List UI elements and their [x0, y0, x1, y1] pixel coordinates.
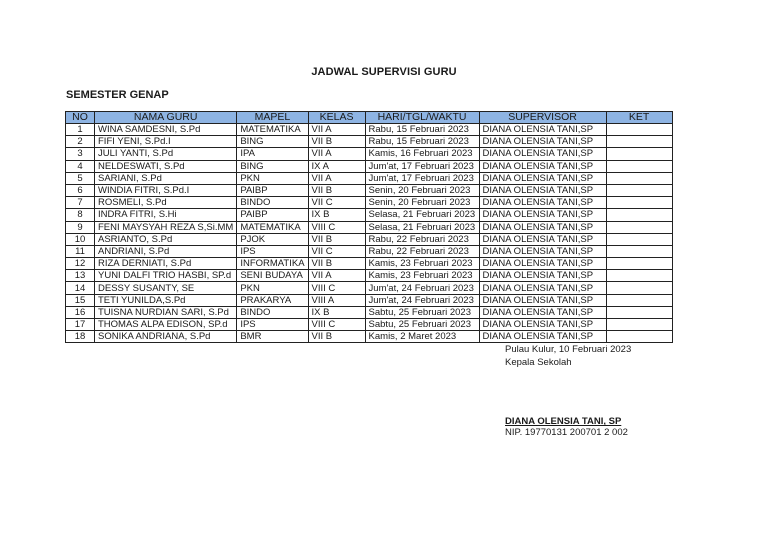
- cell-hari-tgl-waktu: Rabu, 22 Februari 2023: [365, 233, 479, 245]
- cell-supervisor: DIANA OLENSIA TANI,SP: [479, 160, 606, 172]
- table-row: [66, 331, 673, 343]
- cell-supervisor: DIANA OLENSIA TANI,SP: [479, 306, 606, 318]
- cell-supervisor: DIANA OLENSIA TANI,SP: [479, 233, 606, 245]
- cell-supervisor: DIANA OLENSIA TANI,SP: [479, 319, 606, 331]
- cell-ket: [606, 148, 672, 160]
- cell-supervisor: DIANA OLENSIA TANI,SP: [479, 124, 606, 136]
- cell-hari-tgl-waktu: Selasa, 21 Februari 2023: [365, 221, 479, 233]
- table-row: [66, 270, 673, 282]
- cell-no: 6: [66, 184, 95, 196]
- cell-supervisor: DIANA OLENSIA TANI,SP: [479, 221, 606, 233]
- cell-nama-guru: FENI MAYSYAH REZA S,Si.MM: [95, 221, 237, 233]
- cell-hari-tgl-waktu: Rabu, 15 Februari 2023: [365, 136, 479, 148]
- cell-hari-tgl-waktu: Selasa, 21 Februari 2023: [365, 209, 479, 221]
- cell-no: 10: [66, 233, 95, 245]
- cell-no: 14: [66, 282, 95, 294]
- cell-no: 9: [66, 221, 95, 233]
- cell-kelas: IX B: [308, 306, 365, 318]
- signature-nip: NIP. 19770131 200701 2 002: [505, 427, 628, 438]
- cell-ket: [606, 245, 672, 257]
- cell-kelas: VII B: [308, 233, 365, 245]
- cell-mapel: INFORMATIKA: [237, 258, 308, 270]
- cell-kelas: VII B: [308, 136, 365, 148]
- table-row: [66, 160, 673, 172]
- cell-ket: [606, 294, 672, 306]
- cell-nama-guru: FIFI YENI, S.Pd.I: [95, 136, 237, 148]
- cell-nama-guru: RIZA DERNIATI, S.Pd: [95, 258, 237, 270]
- table-row: [66, 245, 673, 257]
- cell-mapel: MATEMATIKA: [237, 124, 308, 136]
- cell-ket: [606, 221, 672, 233]
- table-row: [66, 294, 673, 306]
- cell-hari-tgl-waktu: Sabtu, 25 Februari 2023: [365, 319, 479, 331]
- cell-ket: [606, 282, 672, 294]
- cell-mapel: BINDO: [237, 197, 308, 209]
- cell-ket: [606, 319, 672, 331]
- cell-hari-tgl-waktu: Sabtu, 25 Februari 2023: [365, 306, 479, 318]
- cell-nama-guru: THOMAS ALPA EDISON, SP.d: [95, 319, 237, 331]
- table-row: [66, 233, 673, 245]
- cell-mapel: IPA: [237, 148, 308, 160]
- table-row: [66, 197, 673, 209]
- table-row: [66, 221, 673, 233]
- cell-ket: [606, 258, 672, 270]
- cell-mapel: PKN: [237, 172, 308, 184]
- cell-mapel: BING: [237, 160, 308, 172]
- cell-supervisor: DIANA OLENSIA TANI,SP: [479, 148, 606, 160]
- semester-label: SEMESTER GENAP: [66, 89, 169, 101]
- cell-hari-tgl-waktu: Kamis, 16 Februari 2023: [365, 148, 479, 160]
- cell-supervisor: DIANA OLENSIA TANI,SP: [479, 209, 606, 221]
- cell-ket: [606, 331, 672, 343]
- table-row: [66, 184, 673, 196]
- cell-kelas: VII B: [308, 258, 365, 270]
- cell-nama-guru: SARIANI, S.Pd: [95, 172, 237, 184]
- cell-supervisor: DIANA OLENSIA TANI,SP: [479, 136, 606, 148]
- header-nama-guru: NAMA GURU: [95, 112, 237, 124]
- cell-supervisor: DIANA OLENSIA TANI,SP: [479, 294, 606, 306]
- cell-no: 5: [66, 172, 95, 184]
- cell-no: 13: [66, 270, 95, 282]
- table-row: [66, 258, 673, 270]
- cell-nama-guru: ASRIANTO, S.Pd: [95, 233, 237, 245]
- cell-nama-guru: TETI YUNILDA,S.Pd: [95, 294, 237, 306]
- cell-mapel: BINDO: [237, 306, 308, 318]
- table-row: [66, 306, 673, 318]
- table-row: [66, 172, 673, 184]
- cell-mapel: PKN: [237, 282, 308, 294]
- cell-hari-tgl-waktu: Jum'at, 24 Februari 2023: [365, 294, 479, 306]
- cell-supervisor: DIANA OLENSIA TANI,SP: [479, 270, 606, 282]
- cell-ket: [606, 197, 672, 209]
- cell-supervisor: DIANA OLENSIA TANI,SP: [479, 197, 606, 209]
- cell-hari-tgl-waktu: Jum'at, 24 Februari 2023: [365, 282, 479, 294]
- cell-mapel: BING: [237, 136, 308, 148]
- cell-ket: [606, 306, 672, 318]
- cell-kelas: VIII C: [308, 282, 365, 294]
- header-hari-tgl-waktu: HARI/TGL/WAKTU: [365, 112, 479, 124]
- cell-no: 4: [66, 160, 95, 172]
- cell-mapel: IPS: [237, 245, 308, 257]
- cell-nama-guru: ROSMELI, S.Pd: [95, 197, 237, 209]
- table-row: [66, 319, 673, 331]
- cell-supervisor: DIANA OLENSIA TANI,SP: [479, 184, 606, 196]
- cell-mapel: SENI BUDAYA: [237, 270, 308, 282]
- cell-no: 7: [66, 197, 95, 209]
- cell-supervisor: DIANA OLENSIA TANI,SP: [479, 258, 606, 270]
- header-no: NO: [66, 112, 95, 124]
- cell-no: 11: [66, 245, 95, 257]
- cell-kelas: VIII C: [308, 221, 365, 233]
- cell-hari-tgl-waktu: Rabu, 22 Februari 2023: [365, 245, 479, 257]
- cell-ket: [606, 270, 672, 282]
- cell-kelas: VII A: [308, 172, 365, 184]
- cell-mapel: PRAKARYA: [237, 294, 308, 306]
- cell-hari-tgl-waktu: Jum'at, 17 Februari 2023: [365, 160, 479, 172]
- table-row: [66, 209, 673, 221]
- cell-no: 8: [66, 209, 95, 221]
- cell-kelas: VII C: [308, 197, 365, 209]
- cell-no: 17: [66, 319, 95, 331]
- header-kelas: KELAS: [308, 112, 365, 124]
- signature-name: DIANA OLENSIA TANI, SP: [505, 416, 622, 427]
- cell-supervisor: DIANA OLENSIA TANI,SP: [479, 331, 606, 343]
- cell-hari-tgl-waktu: Rabu, 15 Februari 2023: [365, 124, 479, 136]
- cell-supervisor: DIANA OLENSIA TANI,SP: [479, 245, 606, 257]
- cell-kelas: VII B: [308, 184, 365, 196]
- cell-kelas: IX B: [308, 209, 365, 221]
- cell-no: 2: [66, 136, 95, 148]
- cell-kelas: VII A: [308, 148, 365, 160]
- cell-nama-guru: WINA SAMDESNI, S.Pd: [95, 124, 237, 136]
- signature-place-date: Pulau Kulur, 10 Februari 2023: [505, 344, 632, 355]
- cell-hari-tgl-waktu: Senin, 20 Februari 2023: [365, 197, 479, 209]
- cell-nama-guru: ANDRIANI, S.Pd: [95, 245, 237, 257]
- cell-nama-guru: YUNI DALFI TRIO HASBI, SP.d: [95, 270, 237, 282]
- cell-no: 16: [66, 306, 95, 318]
- cell-no: 12: [66, 258, 95, 270]
- cell-hari-tgl-waktu: Kamis, 23 Februari 2023: [365, 258, 479, 270]
- cell-kelas: VII A: [308, 124, 365, 136]
- table-row: [66, 148, 673, 160]
- cell-ket: [606, 172, 672, 184]
- cell-nama-guru: WINDIA FITRI, S.Pd.I: [95, 184, 237, 196]
- cell-nama-guru: DESSY SUSANTY, SE: [95, 282, 237, 294]
- cell-mapel: PJOK: [237, 233, 308, 245]
- cell-nama-guru: TUISNA NURDIAN SARI, S.Pd: [95, 306, 237, 318]
- cell-nama-guru: SONIKA ANDRIANA, S.Pd: [95, 331, 237, 343]
- cell-no: 3: [66, 148, 95, 160]
- cell-nama-guru: INDRA FITRI, S.Hi: [95, 209, 237, 221]
- cell-mapel: BMR: [237, 331, 308, 343]
- cell-mapel: PAIBP: [237, 184, 308, 196]
- cell-nama-guru: JULI YANTI, S.Pd: [95, 148, 237, 160]
- signature-role: Kepala Sekolah: [505, 357, 572, 368]
- cell-mapel: MATEMATIKA: [237, 221, 308, 233]
- cell-ket: [606, 184, 672, 196]
- cell-ket: [606, 136, 672, 148]
- cell-supervisor: DIANA OLENSIA TANI,SP: [479, 282, 606, 294]
- cell-no: 1: [66, 124, 95, 136]
- cell-kelas: IX A: [308, 160, 365, 172]
- cell-mapel: IPS: [237, 319, 308, 331]
- table-row: [66, 124, 673, 136]
- header-ket: KET: [606, 112, 672, 124]
- cell-kelas: VII A: [308, 270, 365, 282]
- cell-hari-tgl-waktu: Senin, 20 Februari 2023: [365, 184, 479, 196]
- cell-ket: [606, 233, 672, 245]
- cell-nama-guru: NELDESWATI, S.Pd: [95, 160, 237, 172]
- cell-no: 18: [66, 331, 95, 343]
- header-mapel: MAPEL: [237, 112, 308, 124]
- cell-hari-tgl-waktu: Kamis, 23 Februari 2023: [365, 270, 479, 282]
- table-row: [66, 282, 673, 294]
- cell-kelas: VII C: [308, 245, 365, 257]
- supervision-schedule-table: [65, 111, 673, 343]
- table-header-row: [66, 112, 673, 124]
- cell-kelas: VIII C: [308, 319, 365, 331]
- cell-ket: [606, 124, 672, 136]
- cell-no: 15: [66, 294, 95, 306]
- cell-kelas: VIII A: [308, 294, 365, 306]
- table-row: [66, 136, 673, 148]
- cell-mapel: PAIBP: [237, 209, 308, 221]
- cell-hari-tgl-waktu: Jum'at, 17 Februari 2023: [365, 172, 479, 184]
- cell-kelas: VII B: [308, 331, 365, 343]
- cell-ket: [606, 160, 672, 172]
- cell-ket: [606, 209, 672, 221]
- document-title: JADWAL SUPERVISI GURU: [311, 66, 457, 78]
- cell-supervisor: DIANA OLENSIA TANI,SP: [479, 172, 606, 184]
- cell-hari-tgl-waktu: Kamis, 2 Maret 2023: [365, 331, 479, 343]
- header-supervisor: SUPERVISOR: [479, 112, 606, 124]
